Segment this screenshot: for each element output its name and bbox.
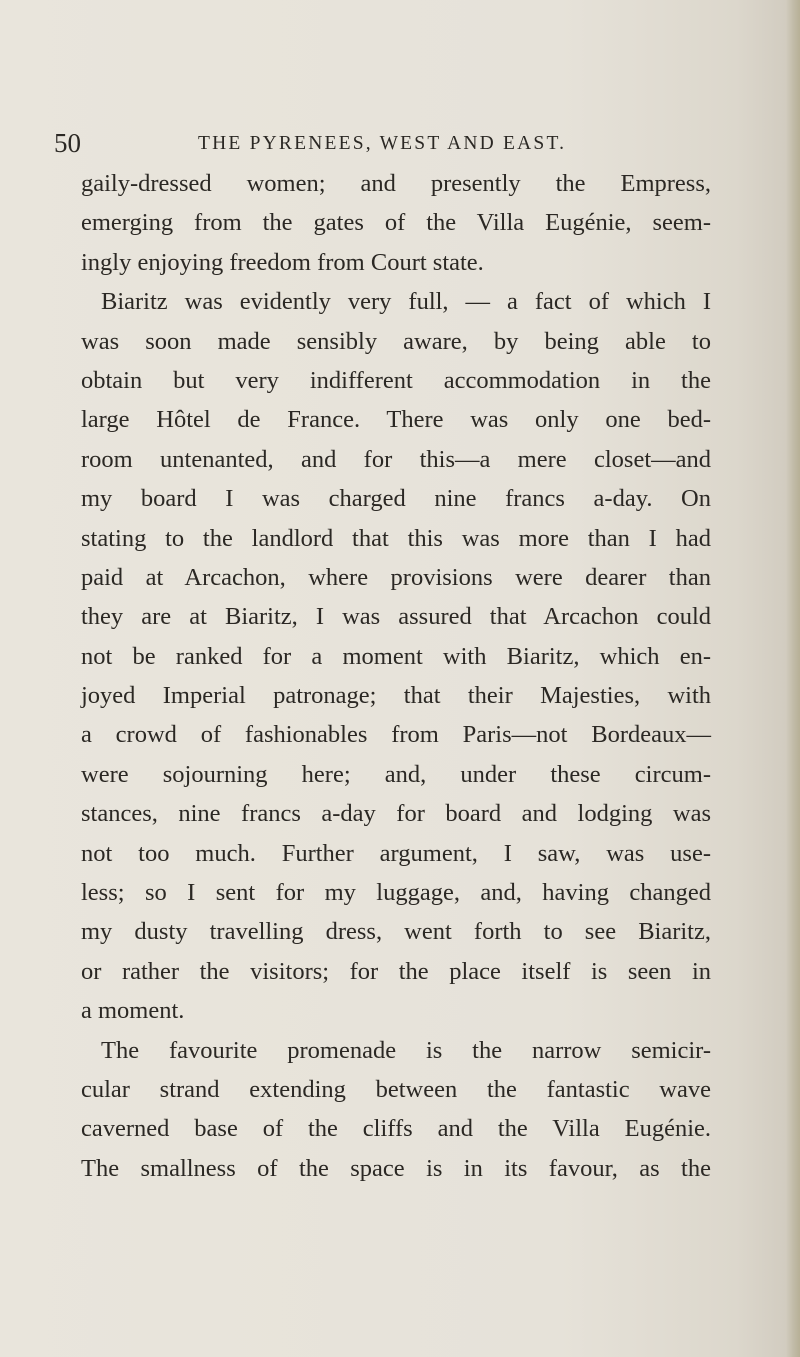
text-line: obtain but very indifferent accommodation in the	[81, 366, 711, 394]
text-line: cular strand extending between the fantastic wave	[81, 1075, 711, 1103]
text-line: were sojourning here; and, under these circum-	[81, 760, 711, 788]
text-line: paid at Arcachon, where provisions were dearer than	[81, 563, 711, 591]
text-line: joyed Imperial patronage; that their Majesties, with	[81, 682, 711, 710]
text-line: stances, nine francs a-day for board and lodging was	[81, 800, 711, 828]
text-line: gaily-dressed women; and presently the Empress,	[81, 170, 711, 197]
page-number: 50	[54, 128, 81, 158]
text-line: or rather the visitors; for the place itself is seen in	[81, 957, 711, 985]
text-line: a crowd of fashionables from Paris—not Bordeaux—	[81, 721, 711, 749]
text-line: The favourite promenade is the narrow semicir-	[101, 1036, 711, 1064]
running-title: THE PYRENEES, WEST AND EAST.	[198, 133, 567, 154]
text-line: Biaritz was evidently very full, — a fact of which I	[101, 288, 711, 316]
text-line: not too much. Further argument, I saw, was use-	[81, 839, 711, 867]
text-line: my dusty travelling dress, went forth to see Biaritz,	[81, 918, 711, 946]
text-line: my board I was charged nine francs a-day. On	[81, 485, 711, 513]
text-line: a moment.	[81, 997, 185, 1025]
text-line: large Hôtel de France. There was only one bed-	[81, 406, 711, 434]
text-line: not be ranked for a moment with Biaritz, which en-	[81, 642, 711, 670]
body-text	[81, 164, 711, 1188]
text-line: they are at Biaritz, I was assured that Arcachon could	[81, 603, 711, 631]
text-line: emerging from the gates of the Villa Eugénie, seem-	[81, 209, 711, 237]
text-line: ingly enjoying freedom from Court state.	[81, 248, 484, 276]
text-line: room untenanted, and for this—a mere closet—and	[81, 445, 711, 473]
text-line: The smallness of the space is in its favour, as the	[81, 1154, 711, 1182]
page-edge	[786, 0, 800, 1357]
page-header	[54, 125, 754, 161]
text-line: caverned base of the cliffs and the Villa Eugénie.	[81, 1115, 711, 1143]
text-line: stating to the landlord that this was more than I had	[81, 524, 711, 552]
text-line: was soon made sensibly aware, by being able to	[81, 327, 711, 355]
text-line: less; so I sent for my luggage, and, having changed	[81, 879, 711, 907]
